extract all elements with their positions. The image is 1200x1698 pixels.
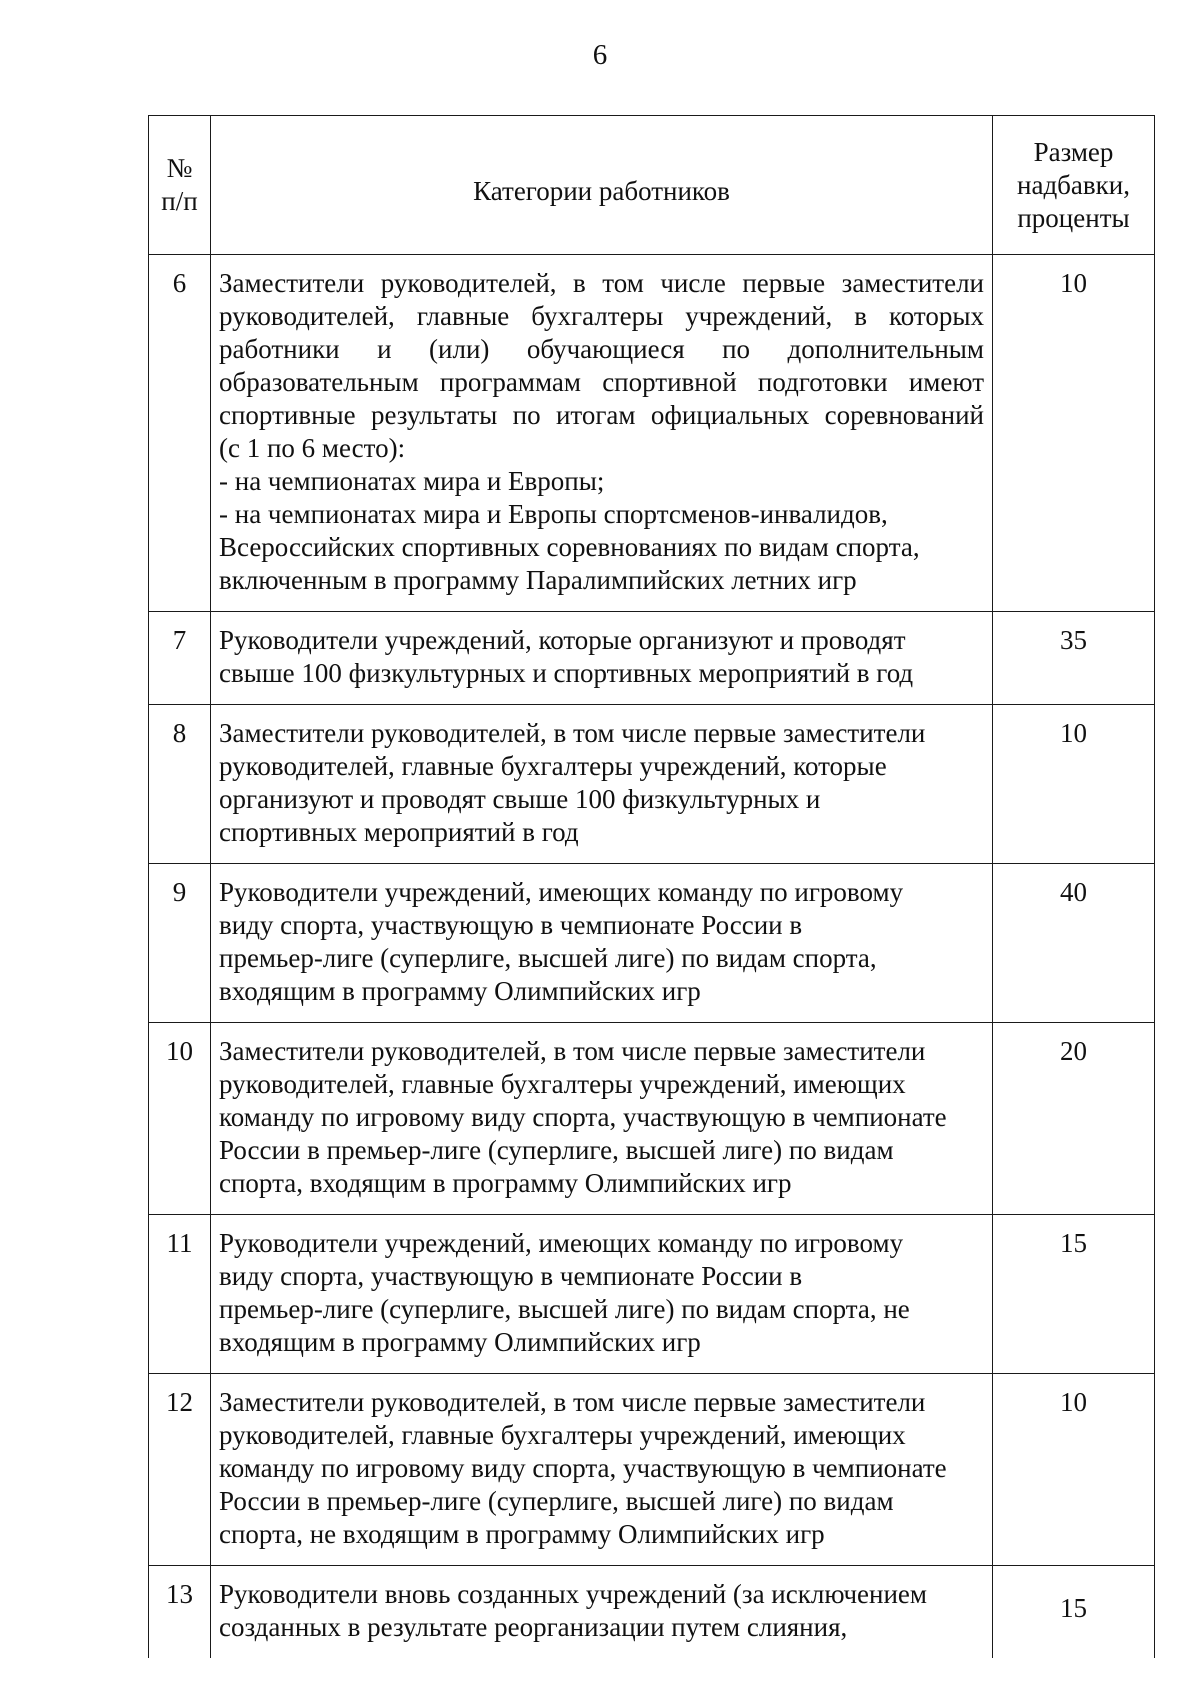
category-line: команду по игровому виду спорта, участвующую в чемпионате [219,1453,947,1483]
row-percent: 10 [993,705,1155,864]
category-line: организуют и проводят свыше 100 физкультурных и [219,784,821,814]
category-line: виду спорта, участвующую в чемпионате России в [219,1261,803,1291]
row-number: 13 [149,1566,211,1659]
page-number: 6 [592,39,608,71]
header-num [149,116,211,255]
category-line: свыше 100 физкультурных и спортивных мероприятий в год [219,658,914,688]
category-line: России в премьер-лиге (суперлиге, высшей лиге) по видам [219,1135,894,1165]
table-row [149,1374,1155,1566]
category-line: Руководители вновь созданных учреждений (за исключением [219,1579,927,1609]
category-line: Заместители руководителей, в том числе первые заместители [219,1387,926,1417]
category-line: образовательным программам спортивной подготовки имеют [219,367,984,397]
row-percent: 10 [993,255,1155,612]
category-line: виду спорта, участвующую в чемпионате России в [219,910,803,940]
header-percent [993,116,1155,255]
row-category [211,1374,993,1566]
category-line: Руководители учреждений, имеющих команду по игровому [219,1228,904,1258]
table-row [149,1023,1155,1215]
category-line: команду по игровому виду спорта, участвующую в чемпионате [219,1102,947,1132]
row-category [211,1215,993,1374]
category-line: созданных в результате реорганизации путем слияния, [219,1612,848,1642]
table-row [149,612,1155,705]
category-line: спортивных мероприятий в год [219,817,579,847]
header-num-line: п/п [161,186,198,216]
category-line: Руководители учреждений, которые организуют и проводят [219,625,906,655]
table-row [149,255,1155,612]
category-line: - на чемпионатах мира и Европы; [219,466,605,496]
table-row [149,1215,1155,1374]
row-category [211,612,993,705]
header-percent-line: проценты [1017,202,1130,233]
row-category [211,1566,993,1659]
row-category [211,705,993,864]
category-line: Заместители руководителей, в том числе первые заместители [219,1036,926,1066]
row-percent: 40 [993,864,1155,1023]
row-number: 9 [149,864,211,1023]
row-percent: 15 [993,1566,1155,1659]
allowance-table [148,115,1155,1658]
category-line: включенным в программу Паралимпийских летних игр [219,565,857,595]
header-category: Категории работников [211,116,993,255]
row-percent: 20 [993,1023,1155,1215]
category-line: руководителей, главные бухгалтеры учреждений, которые [219,751,887,781]
table-row [149,864,1155,1023]
header-percent-line: Размер [1033,136,1114,167]
row-number: 7 [149,612,211,705]
category-line: работники и (или) обучающиеся по дополнительным [219,334,984,364]
table-row [149,1566,1155,1659]
category-line: спорта, не входящим в программу Олимпийских игр [219,1519,825,1549]
category-line: Заместители руководителей, в том числе первые заместители [219,268,984,298]
row-percent: 15 [993,1215,1155,1374]
table-header-row [149,116,1155,255]
row-category [211,864,993,1023]
row-percent: 35 [993,612,1155,705]
row-number: 12 [149,1374,211,1566]
row-category [211,255,993,612]
row-category [211,1023,993,1215]
row-number: 10 [149,1023,211,1215]
category-line: руководителей, главные бухгалтеры учреждений, в которых [219,301,984,331]
header-percent-line: надбавки, [1017,169,1130,200]
header-num-line: № [166,153,193,183]
category-line: спортивные результаты по итогам официальных соревнований [219,400,984,430]
row-percent: 10 [993,1374,1155,1566]
row-number: 11 [149,1215,211,1374]
category-line: - на чемпионатах мира и Европы спортсменов-инвалидов, [219,499,888,529]
category-line: входящим в программу Олимпийских игр [219,1327,701,1357]
category-line: премьер-лиге (суперлиге, высшей лиге) по видам спорта, [219,943,877,973]
category-line: России в премьер-лиге (суперлиге, высшей лиге) по видам [219,1486,894,1516]
category-line: (с 1 по 6 место): [219,433,406,463]
category-line: Всероссийских спортивных соревнованиях по видам спорта, [219,532,920,562]
category-line: Руководители учреждений, имеющих команду по игровому [219,877,904,907]
category-line: премьер-лиге (суперлиге, высшей лиге) по видам спорта, не [219,1294,910,1324]
category-line: руководителей, главные бухгалтеры учреждений, имеющих [219,1420,906,1450]
category-line: спорта, входящим в программу Олимпийских игр [219,1168,792,1198]
row-number: 8 [149,705,211,864]
row-number: 6 [149,255,211,612]
table-row [149,705,1155,864]
category-line: Заместители руководителей, в том числе первые заместители [219,718,926,748]
category-line: руководителей, главные бухгалтеры учреждений, имеющих [219,1069,906,1099]
category-line: входящим в программу Олимпийских игр [219,976,701,1006]
